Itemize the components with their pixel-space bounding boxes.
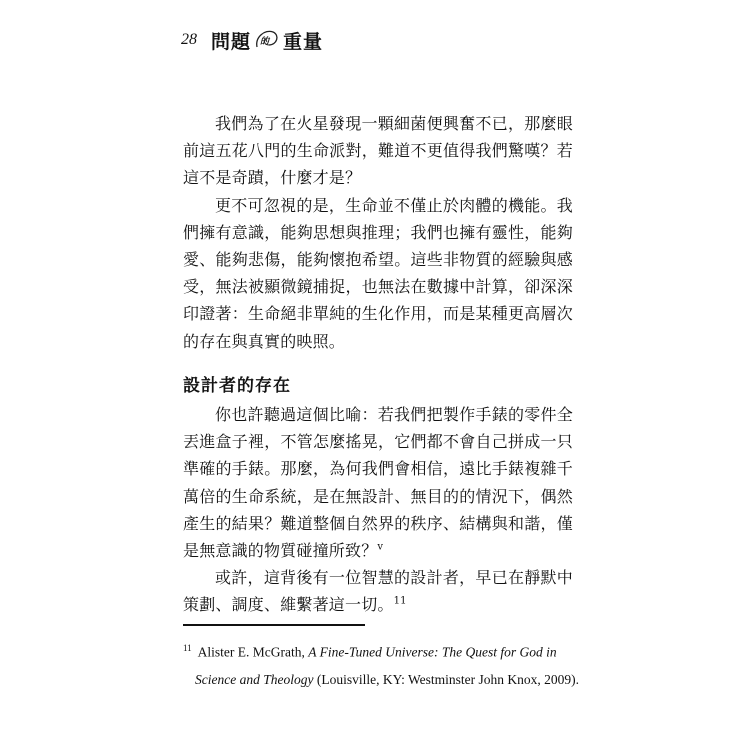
footnote-divider: [183, 624, 365, 626]
page-number: 28: [181, 31, 197, 48]
book-title-part2: 重量: [283, 30, 324, 53]
footnote-number: 11: [183, 643, 192, 653]
paragraph: [183, 564, 573, 618]
running-header: [181, 22, 323, 58]
paragraph-text: 或許，這背後有一位智慧的設計者，早已在靜默中策劃、調度、維繫著這一切。: [183, 568, 573, 615]
book-title: [211, 27, 323, 54]
footnote-marker: 11: [393, 596, 407, 608]
paragraph: [183, 401, 573, 564]
footnote: [183, 635, 579, 693]
book-title-part1: 問題: [211, 30, 252, 53]
paragraph-text: 你也許聽過這個比喻：若我們把製作手錶的零件全丟進盒子裡，不管怎麼搖晃，它們都不會自己拼成一只準確的手錶。那麼，為何我們會相信，遠比手錶複雜千萬倍的生命系統，是在無設計、無目的的情況下，偶然產生的結果？難道整個自然界的秩序、結構與和諧，僅是無意識的物質碰撞所致？: [183, 405, 573, 561]
section1-body: [183, 110, 573, 355]
endnote-marker: v: [377, 541, 384, 553]
paragraph: 更不可忽視的是，生命並不僅止於肉體的機能。我們擁有意識，能夠思想與推理；我們也擁有靈性，能夠愛、能夠悲傷，能夠懷抱希望。這些非物質的經驗與感受，無法被顯微鏡捕捉，也無法在數據中計算，卻深深印證著：生命絕非單純的生化作用，而是某種更高層次的存在與真實的映照。: [183, 195, 573, 351]
footnote-author: Alister E. McGrath,: [197, 644, 309, 660]
section2-body: [183, 401, 573, 619]
svg-text:的: 的: [260, 37, 271, 47]
section-heading: 設計者的存在: [183, 376, 291, 396]
footnote-title: A Fine-Tuned Universe: The Quest for God in: [308, 644, 557, 660]
footnote-title-cont: Science and Theology: [195, 671, 314, 687]
title-swirl-logo: [253, 27, 281, 53]
footnote-publication: (Louisville, KY: Westminster John Knox, 2009).: [313, 671, 579, 687]
paragraph: 我們為了在火星發現一顆細菌便興奮不已，那麼眼前這五花八門的生命派對，難道不更值得我們驚嘆？若這不是奇蹟，什麼才是？: [183, 114, 573, 188]
